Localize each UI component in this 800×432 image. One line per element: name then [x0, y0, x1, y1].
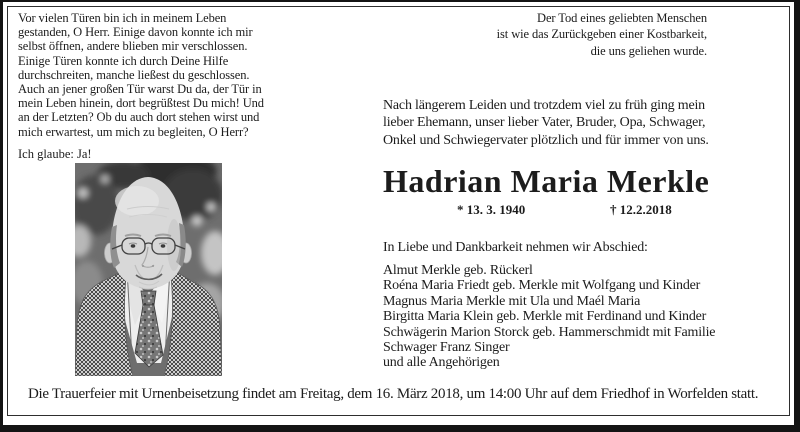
poem-line: Vor vielen Türen bin ich in meinem Leben	[18, 11, 227, 25]
birth-date: * 13. 3. 1940	[457, 202, 526, 217]
mourners-list	[383, 263, 715, 371]
epigraph-block	[400, 10, 707, 59]
intro-line: Nach längerem Leiden und trotzdem viel zu früh ging mein	[383, 98, 705, 113]
mourner-line: Schwager Franz Singer	[383, 340, 510, 356]
mourner-line: Almut Merkle geb. Rückerl	[383, 263, 533, 278]
epigraph-line: ist wie das Zurückgeben einer Kostbarkeit,	[496, 27, 707, 42]
poem-line: mein Leben hinein, dort begrüßtest Du mich! Und	[18, 96, 264, 111]
poem-affirmation: Ich glaube: Ja!	[18, 147, 92, 161]
death-date: † 12.2.2018	[610, 202, 672, 217]
intro-block	[383, 97, 709, 149]
poem-line: an der Letzten? Ob du auch dort stehen wirst und	[18, 110, 260, 125]
mourner-line: Magnus Maria Merkle mit Ula und Maél Maria	[383, 293, 641, 309]
portrait-photo-graphic	[75, 163, 222, 376]
deceased-portrait-photo	[75, 163, 222, 376]
poem-line: Auch an jener großen Tür warst Du da, der Tür in	[18, 82, 262, 97]
poem-line: Einige Türen konnte ich durch Deine Hilfe	[18, 53, 229, 68]
poem-line: selbst öffnen, andere blieben mir verschlossen.	[18, 39, 248, 54]
epigraph-line: Der Tod eines geliebten Menschen	[537, 11, 707, 25]
poem-block	[18, 11, 264, 139]
funeral-info: Die Trauerfeier mit Urnenbeisetzung findet am Freitag, dem 16. März 2018, um 14:00 Uhr auf dem Friedhof in Worfelden statt.	[28, 386, 759, 402]
farewell-heading: In Liebe und Dankbarkeit nehmen wir Abschied:	[383, 240, 648, 255]
poem-line: mich erwartest, um mich zu begleiten, O Herr?	[18, 124, 249, 139]
epigraph-line: die uns geliehen wurde.	[590, 43, 707, 58]
mourner-line: Schwägerin Marion Storck geb. Hammerschmidt mit Familie	[383, 324, 716, 340]
poem-line: gestanden, O Herr. Einige davon konnte ich mir	[18, 25, 253, 40]
mourner-line: Roéna Maria Friedt geb. Merkle mit Wolfgang und Kinder	[383, 278, 701, 294]
poem-line: durchschreiten, manche ließest du geschlossen.	[18, 67, 250, 82]
mourner-line: Birgitta Maria Klein geb. Merkle mit Ferdinand und Kinder	[383, 309, 707, 325]
intro-line: Onkel und Schwiegervater plötzlich und für immer von uns.	[383, 132, 709, 148]
intro-line: lieber Ehemann, unser lieber Vater, Bruder, Opa, Schwager,	[383, 115, 706, 131]
deceased-name: Hadrian Maria Merkle	[383, 163, 710, 199]
mourner-line: und alle Angehörigen	[383, 355, 500, 371]
